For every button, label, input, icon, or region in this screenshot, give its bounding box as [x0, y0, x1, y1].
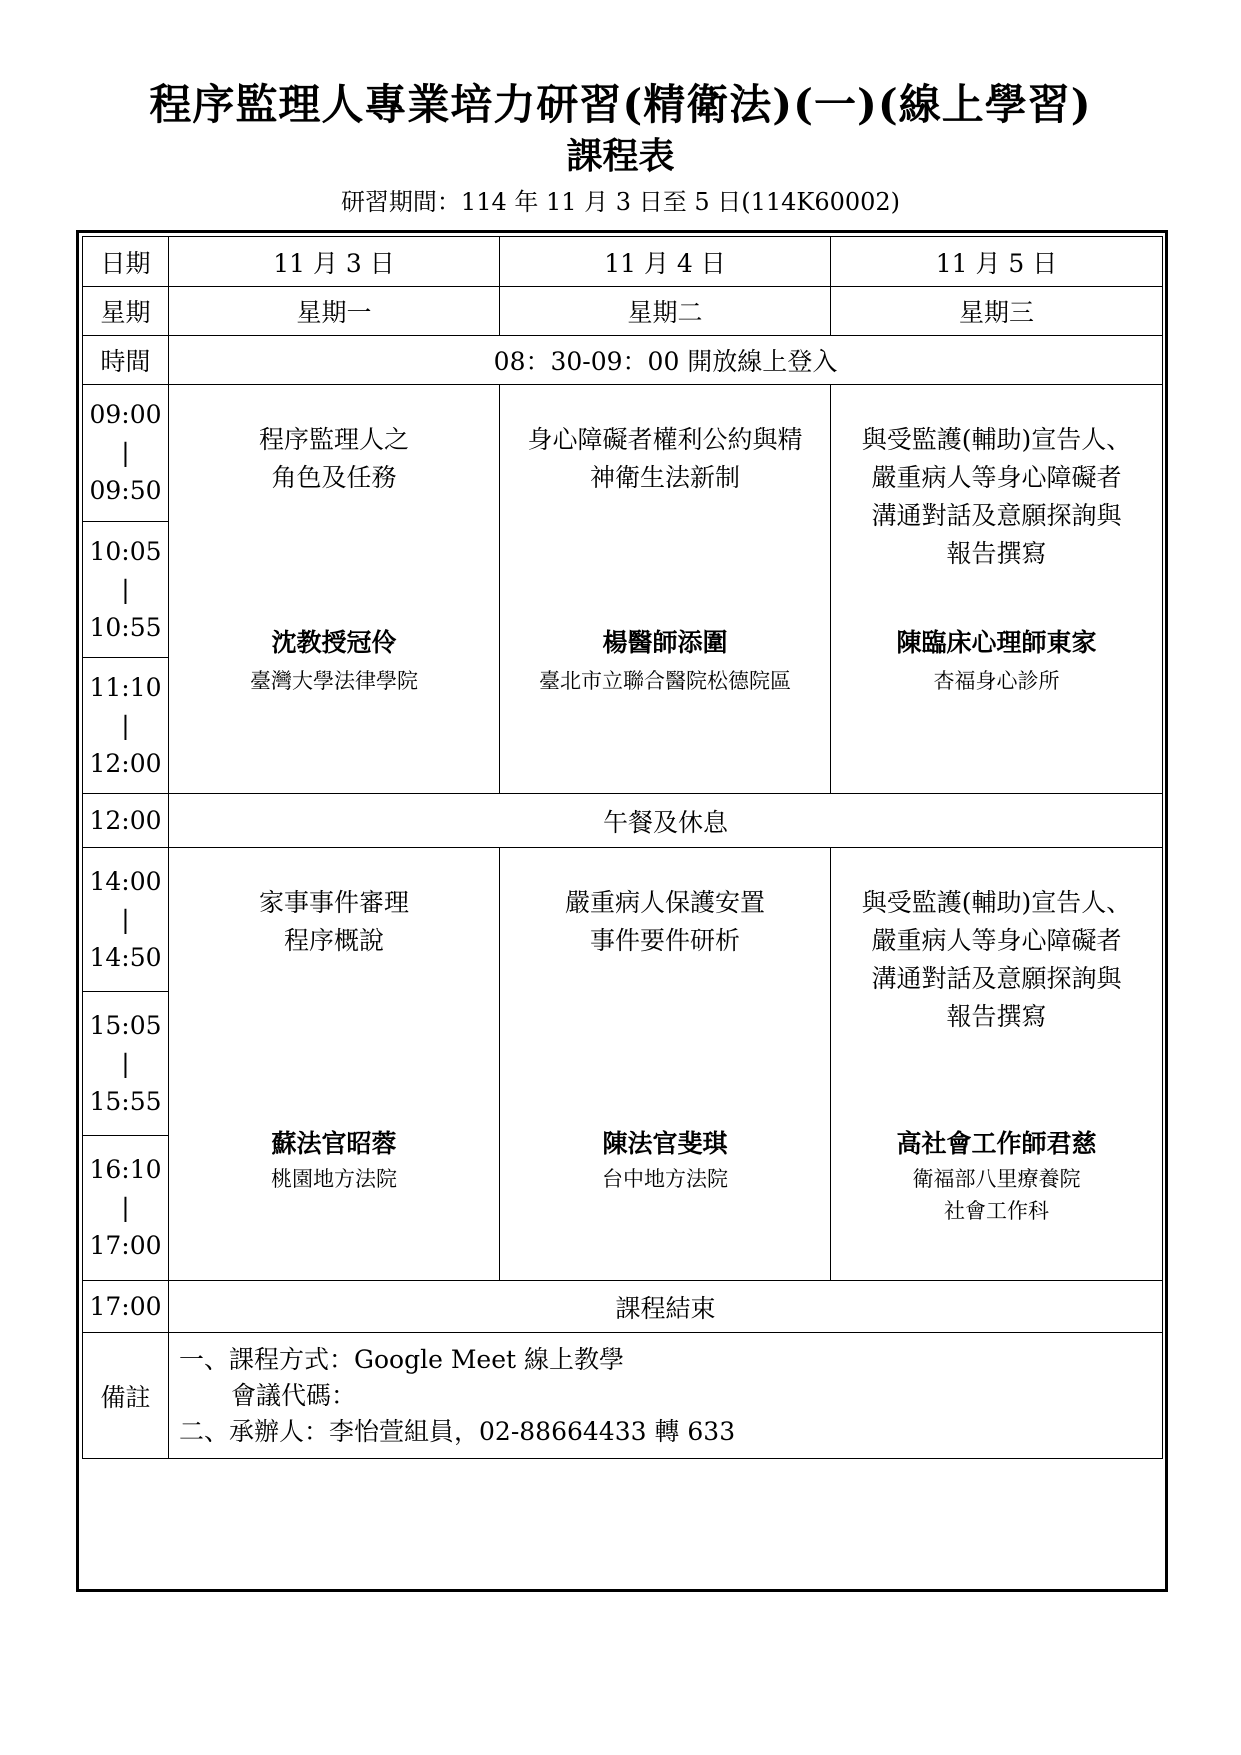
time-end: 15:55: [89, 1086, 162, 1116]
session-topic-line: 嚴重病人等身心障礙者: [871, 463, 1122, 492]
time-separator: |: [121, 438, 130, 467]
session-topic-line: 與受監護(輔助)宣告人、: [861, 425, 1132, 454]
session-topic-line: 嚴重病人等身心障礙者: [871, 926, 1122, 955]
weekday-cell: 星期三: [831, 287, 1163, 336]
weekday-cell: 星期二: [500, 287, 831, 336]
lunch-break: 午餐及休息: [169, 794, 1163, 848]
session-cell: [169, 385, 500, 794]
session-topic-line: 與受監護(輔助)宣告人、: [861, 888, 1132, 917]
time-start: 11:10: [89, 672, 162, 702]
note-line: 一、課程方式：Google Meet 線上教學: [179, 1344, 624, 1374]
session-speaker: 楊醫師添圍: [602, 628, 728, 657]
afternoon-slot-row: [83, 848, 1163, 992]
time-separator: |: [121, 710, 130, 740]
session-topic-line: 報告撰寫: [946, 1002, 1047, 1031]
training-period: 研習期間：114 年 11 月 3 日至 5 日(114K60002): [340, 188, 901, 216]
date-cell: 11 月 4 日: [500, 237, 831, 287]
end-row: [83, 1281, 1163, 1333]
session-topic-line: 嚴重病人保護安置: [564, 888, 765, 917]
session-cell: [500, 848, 831, 1281]
session-cell: [831, 848, 1163, 1281]
session-cell: [169, 848, 500, 1281]
session-speaker: 陳法官斐琪: [602, 1129, 728, 1158]
time-slot: [83, 992, 169, 1136]
login-notice: 08：30-09：00 開放線上登入: [169, 336, 1163, 385]
time-slot: [83, 658, 169, 794]
session-topic-line: 報告撰寫: [946, 539, 1047, 568]
notes-cell: [169, 1333, 1163, 1459]
session-topic-line: 程序概說: [283, 926, 384, 955]
lunch-time: 12:00: [83, 794, 169, 848]
time-end: 17:00: [89, 1231, 162, 1260]
row-label-date: 日期: [83, 237, 169, 287]
session-affiliation: 衛福部八里療養院: [912, 1167, 1081, 1191]
session-topic-line: 神衛生法新制: [589, 463, 740, 492]
session-topic-line: 程序監理人之: [258, 425, 409, 454]
session-speaker: 陳臨床心理師東家: [896, 628, 1097, 657]
time-slot: [83, 1136, 169, 1281]
end-time: 17:00: [83, 1281, 169, 1333]
schedule-table: [82, 236, 1163, 1459]
session-cell: [831, 385, 1163, 794]
session-affiliation: 台中地方法院: [602, 1167, 728, 1191]
date-row: [83, 237, 1163, 287]
row-label-notes: 備註: [83, 1333, 169, 1459]
session-affiliation: 臺灣大學法律學院: [250, 669, 418, 693]
session-speaker: 沈教授冠伶: [271, 628, 397, 657]
time-end: 12:00: [89, 748, 162, 778]
session-affiliation: 臺北市立聯合醫院松德院區: [539, 669, 791, 693]
session-topic-line: 身心障礙者權利公約與精: [527, 425, 803, 454]
time-row: [83, 336, 1163, 385]
date-cell: 11 月 3 日: [169, 237, 500, 287]
note-line: 會議代碼：: [231, 1380, 357, 1410]
time-slot: [83, 522, 169, 658]
session-topic-line: 溝通對話及意願探詢與: [871, 964, 1122, 993]
session-topic-line: 溝通對話及意願探詢與: [871, 501, 1122, 530]
page-title: 程序監理人專業培力研習(精衛法)(一)(線上學習): [149, 80, 1092, 129]
course-end: 課程結束: [169, 1281, 1163, 1333]
morning-slot-row: [83, 385, 1163, 522]
session-speaker: 蘇法官昭蓉: [271, 1129, 397, 1158]
time-end: 10:55: [89, 612, 162, 642]
row-label-weekday: 星期: [83, 287, 169, 336]
time-start: 15:05: [89, 1010, 162, 1040]
note-line: 二、承辦人：李怡萱組員，02-88664433 轉 633: [179, 1416, 736, 1446]
weekday-cell: 星期一: [169, 287, 500, 336]
lunch-row: [83, 794, 1163, 848]
page-subtitle: 課程表: [566, 135, 675, 177]
session-affiliation: 杏福身心診所: [933, 669, 1060, 693]
notes-row: [83, 1333, 1163, 1459]
time-start: 09:00: [89, 400, 162, 429]
time-end: 14:50: [89, 942, 162, 972]
time-end: 09:50: [89, 476, 162, 505]
time-separator: |: [121, 574, 130, 604]
time-start: 14:00: [89, 866, 162, 896]
session-topic-line: 事件要件研析: [589, 926, 740, 955]
session-cell: [500, 385, 831, 794]
session-affiliation: 社會工作科: [944, 1199, 1049, 1223]
row-label-time: 時間: [83, 336, 169, 385]
time-start: 16:10: [89, 1155, 162, 1184]
time-slot: [83, 385, 169, 522]
session-topic-line: 家事事件審理: [258, 888, 409, 917]
session-affiliation: 桃園地方法院: [271, 1167, 397, 1191]
date-cell: 11 月 5 日: [831, 237, 1163, 287]
session-topic-line: 角色及任務: [271, 463, 397, 492]
time-start: 10:05: [89, 536, 162, 566]
time-separator: |: [121, 1048, 130, 1078]
time-separator: |: [121, 1193, 130, 1222]
time-separator: |: [121, 904, 130, 934]
session-speaker: 高社會工作師君慈: [896, 1129, 1097, 1158]
weekday-row: [83, 287, 1163, 336]
time-slot: [83, 848, 169, 992]
